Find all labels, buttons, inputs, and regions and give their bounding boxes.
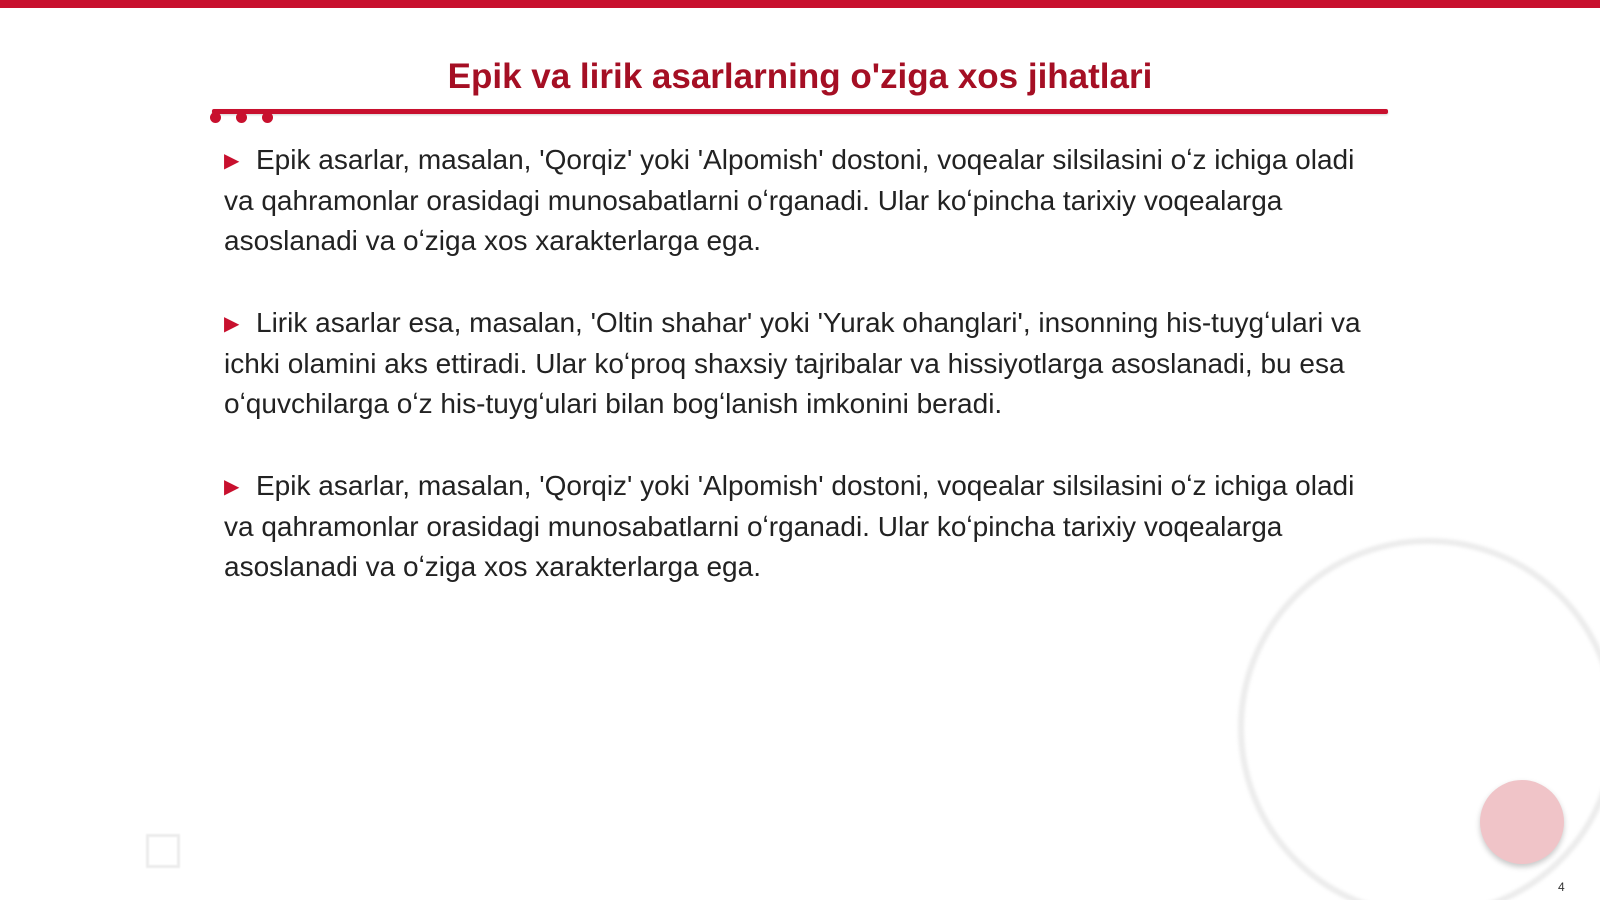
- page-number: 4: [1558, 880, 1565, 894]
- bullet-item: [224, 466, 1384, 587]
- bullet-list: [224, 140, 1384, 629]
- underline-dot: [210, 112, 221, 123]
- decorative-square: [146, 834, 180, 868]
- slide-title: Epik va lirik asarlarning o'ziga xos jihatlari: [447, 57, 1153, 96]
- underline-dot: [262, 112, 273, 123]
- bullet-text: Epik asarlar, masalan, 'Qorqiz' yoki 'Alpomish' dostoni, voqealar silsilasini oʻz ichiga oladi va qahramonlar orasidagi munosabatlarni oʻrganadi. Ular koʻpincha tarixiy voqealarga asoslanadi va oʻziga xos xarakterlarga ega.: [224, 144, 1355, 256]
- bullet-text: Lirik asarlar esa, masalan, 'Oltin shahar' yoki 'Yurak ohanglari', insonning his-tuygʻulari va ichki olamini aks ettiradi. Ular koʻproq shaxsiy tajribalar va hissiyotlarga asoslanadi, bu esa oʻquvchilarga oʻz his-tuygʻulari bilan bogʻlanish imkonini beradi.: [224, 307, 1361, 419]
- bullet-arrow-icon: ▶: [224, 476, 240, 498]
- bullet-item: [224, 140, 1384, 261]
- bullet-text: Epik asarlar, masalan, 'Qorqiz' yoki 'Alpomish' dostoni, voqealar silsilasini oʻz ichiga oladi va qahramonlar orasidagi munosabatlarni oʻrganadi. Ular koʻpincha tarixiy voqealarga asoslanadi va oʻziga xos xarakterlarga ega.: [224, 470, 1355, 582]
- decorative-pink-circle: [1480, 780, 1564, 864]
- top-accent-bar: [0, 0, 1600, 8]
- bullet-arrow-icon: ▶: [224, 313, 240, 335]
- bullet-item: [224, 303, 1384, 424]
- title-underline: [212, 109, 1388, 114]
- bullet-arrow-icon: ▶: [224, 150, 240, 172]
- underline-dot: [236, 112, 247, 123]
